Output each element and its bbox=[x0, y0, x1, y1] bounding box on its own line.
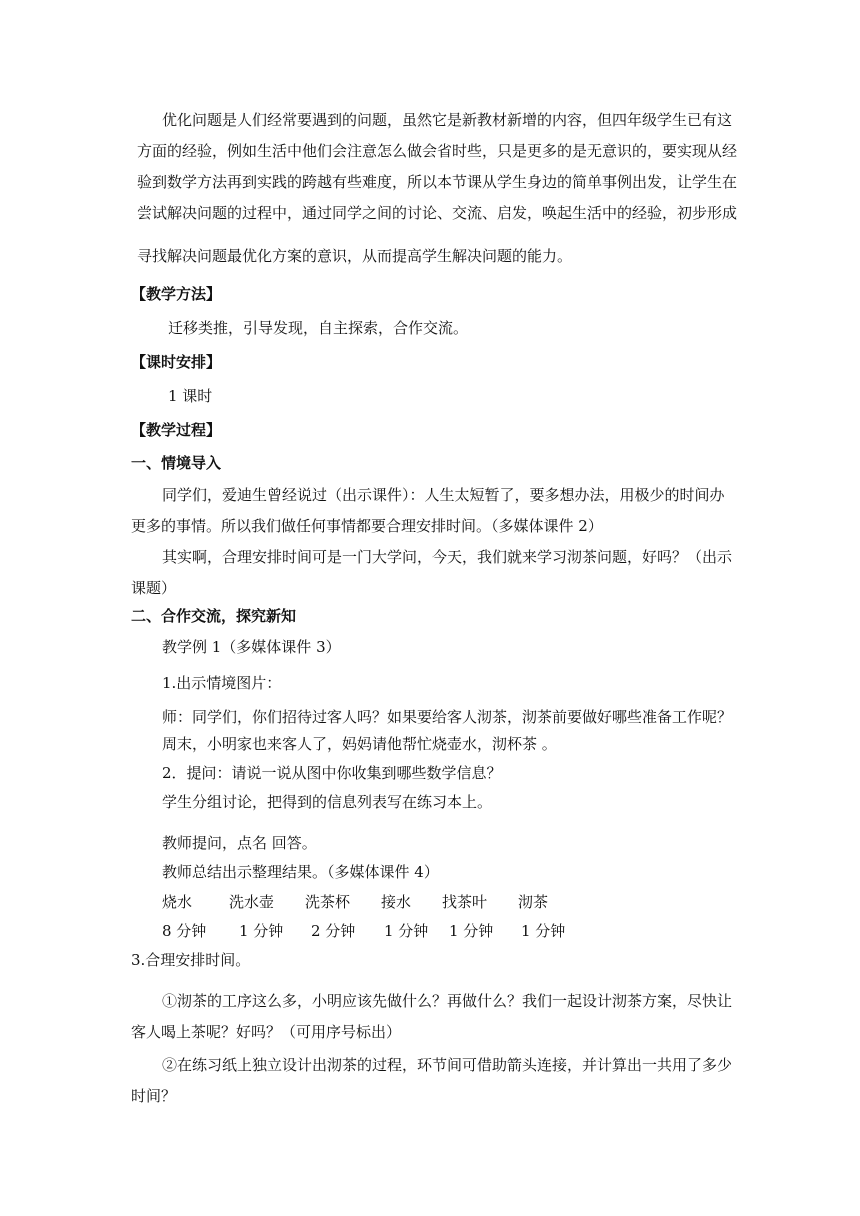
intro-line-3: 验到数学方法再到实践的跨越有些难度，所以本节课从学生身边的简单事例出发，让学生在 bbox=[137, 173, 738, 191]
section1-p1-line-1: 同学们，爱迪生曾经说过（出示课件）：人生太短暂了，要多想办法，用极少的时间办 bbox=[162, 486, 725, 504]
methods-text: 迁移类推，引导发现，自主探索，合作交流。 bbox=[168, 319, 469, 337]
section2-step2: 2．提问：请说一说从图中你收集到哪些数学信息？ bbox=[162, 764, 502, 782]
schedule-text: 1 课时 bbox=[168, 387, 213, 405]
task-label: 烧水 bbox=[162, 893, 193, 911]
section2-q1-line-2: 客人喝上茶呢？好吗？（可用序号标出） bbox=[131, 1023, 402, 1041]
section2-ask: 教师提问，点名 回答。 bbox=[162, 834, 317, 852]
task-label: 洗茶杯 bbox=[305, 893, 351, 911]
intro-line-2: 方面的经验，例如生活中他们会注意怎么做会省时些，只是更多的是无意识的，要实现从经 bbox=[137, 142, 738, 160]
section2-q2-line-2: 时间？ bbox=[131, 1087, 177, 1105]
task-time: 8 分钟 bbox=[162, 922, 207, 940]
task-label: 接水 bbox=[381, 893, 412, 911]
section1-heading: 一、情境导入 bbox=[131, 454, 222, 472]
task-time: 2 分钟 bbox=[311, 922, 356, 940]
section2-example: 教学例 1（多媒体课件 3） bbox=[162, 638, 341, 656]
task-label: 洗水壶 bbox=[229, 893, 275, 911]
task-time: 1 分钟 bbox=[384, 922, 429, 940]
task-time: 1 分钟 bbox=[239, 922, 284, 940]
section1-p1-line-2: 更多的事情。所以我们做任何事情都要合理安排时间。（多媒体课件 2） bbox=[131, 517, 603, 535]
process-heading: 【教学过程】 bbox=[131, 421, 222, 439]
section2-group: 学生分组讨论，把得到的信息列表写在练习本上。 bbox=[162, 793, 493, 811]
task-time: 1 分钟 bbox=[521, 922, 566, 940]
section2-heading: 二、合作交流，探究新知 bbox=[131, 607, 297, 625]
section2-step3: 3.合理安排时间。 bbox=[131, 951, 251, 969]
task-label: 找茶叶 bbox=[442, 893, 488, 911]
section2-q1-line-1: ①沏茶的工序这么多，小明应该先做什么？再做什么？我们一起设计沏茶方案，尽快让 bbox=[162, 992, 733, 1010]
task-time: 1 分钟 bbox=[449, 922, 494, 940]
section2-summary: 教师总结出示整理结果。（多媒体课件 4） bbox=[162, 863, 439, 881]
intro-line-4: 尝试解决问题的过程中，通过同学之间的讨论、交流、启发，唤起生活中的经验，初步形成 bbox=[137, 204, 738, 222]
section2-q2-line-1: ②在练习纸上独立设计出沏茶的过程，环节间可借助箭头连接，并计算出一共用了多少 bbox=[162, 1056, 733, 1074]
section2-teacher-question: 师：同学们，你们招待过客人吗？如果要给客人沏茶，沏茶前要做好哪些准备工作呢？ bbox=[162, 708, 733, 726]
methods-heading: 【教学方法】 bbox=[131, 285, 222, 303]
section2-weekend: 周末，小明家也来客人了，妈妈请他帮忙烧壶水，沏杯茶 。 bbox=[162, 735, 557, 753]
schedule-heading: 【课时安排】 bbox=[131, 353, 222, 371]
intro-line-1: 优化问题是人们经常要遇到的问题，虽然它是新教材新增的内容，但四年级学生已有这 bbox=[162, 111, 733, 129]
section1-p2-line-2: 课题） bbox=[131, 579, 177, 597]
section2-step1: 1.出示情境图片： bbox=[162, 674, 282, 692]
intro-line-5: 寻找解决问题最优化方案的意识，从而提高学生解决问题的能力。 bbox=[137, 247, 573, 265]
section1-p2-line-1: 其实啊，合理安排时间可是一门大学问，今天，我们就来学习沏茶问题，好吗？（出示 bbox=[162, 548, 733, 566]
task-label: 沏茶 bbox=[518, 893, 549, 911]
